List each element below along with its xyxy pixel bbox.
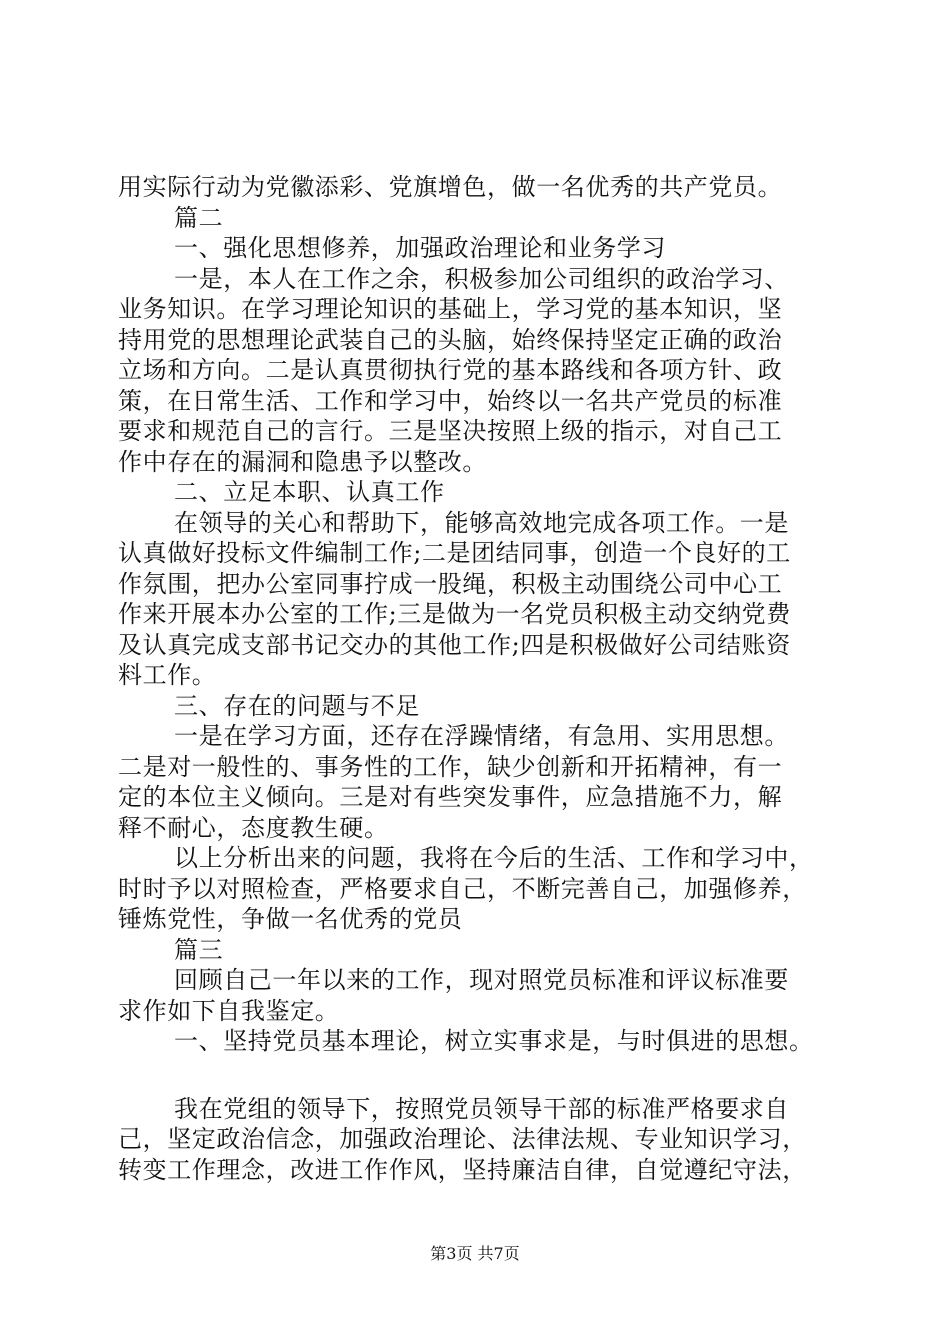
- text-line: 一是，本人在工作之余，积极参加公司组织的政治学习、: [174, 264, 789, 293]
- text-line: 二是对一般性的、事务性的工作，缺少创新和开拓精神，有一: [118, 752, 783, 781]
- text-line: 求作如下自我鉴定。: [118, 996, 340, 1025]
- text-line: 三、存在的问题与不足: [174, 691, 420, 720]
- page-footer: 第3页 共7页: [430, 1244, 520, 1263]
- text-line: 释不耐心，态度教生硬。: [118, 813, 389, 842]
- text-line: 作氛围，把办公室同事拧成一股绳，积极主动围绕公司中心工: [118, 569, 783, 598]
- document-body: [118, 172, 838, 1185]
- text-line: 一是在学习方面，还存在浮躁情绪，有急用、实用思想。: [174, 722, 789, 750]
- text-line: 业务知识。在学习理论知识的基础上，学习党的基本知识，坚: [118, 295, 783, 323]
- text-line: 一、强化思想修养，加强政治理论和业务学习: [174, 234, 666, 262]
- text-line: 我在党组的领导下，按照党员领导干部的标准严格要求自: [174, 1094, 789, 1123]
- text-line: 二、立足本职、认真工作: [174, 478, 445, 506]
- text-line: 回顾自己一年以来的工作，现对照党员标准和评议标准要: [174, 966, 789, 994]
- text-line: 一、坚持党员基本理论，树立实事求是，与时俱进的思想。: [174, 1027, 814, 1055]
- text-line: 锤炼党性，争做一名优秀的党员: [118, 905, 463, 933]
- text-line: 策，在日常生活、工作和学习中，始终以一名共产党员的标准: [118, 386, 783, 415]
- text-line: 作中存在的漏洞和隐患予以整改。: [118, 447, 487, 476]
- text-line: 转变工作理念，改进工作作风，坚持廉洁自律，自觉遵纪守法，: [118, 1155, 807, 1184]
- text-line: 用实际行动为党徽添彩、党旗增色，做一名优秀的共产党员。: [118, 173, 783, 201]
- text-line: 立场和方向。二是认真贯彻执行党的基本路线和各项方针、政: [118, 356, 783, 384]
- text-line: 时时予以对照检查，严格要求自己，不断完善自己，加强修养，: [118, 874, 807, 903]
- paragraph-gap: [118, 1057, 838, 1094]
- text-line: 以上分析出来的问题，我将在今后的生活、工作和学习中，: [174, 844, 814, 872]
- text-line: 持用党的思想理论武装自己的头脑，始终保持坚定正确的政治: [118, 325, 783, 354]
- text-line: 在领导的关心和帮助下，能够高效地完成各项工作。一是: [174, 508, 789, 537]
- text-line: 料工作。: [118, 661, 217, 689]
- text-line: 篇二: [174, 203, 224, 232]
- text-line: 篇三: [174, 935, 224, 964]
- text-line: 要求和规范自己的言行。三是坚决按照上级的指示，对自己工: [118, 417, 783, 445]
- text-line: 己，坚定政治信念，加强政治理论、法律法规、专业知识学习，: [118, 1125, 807, 1153]
- text-line: 及认真完成支部书记交办的其他工作;四是积极做好公司结账资: [118, 630, 791, 659]
- text-line: 定的本位主义倾向。三是对有些突发事件，应急措施不力，解: [118, 783, 783, 811]
- text-line: 作来开展本办公室的工作;三是做为一名党员积极主动交纳党费: [118, 600, 791, 628]
- text-line: 认真做好投标文件编制工作;二是团结同事，创造一个良好的工: [118, 539, 791, 567]
